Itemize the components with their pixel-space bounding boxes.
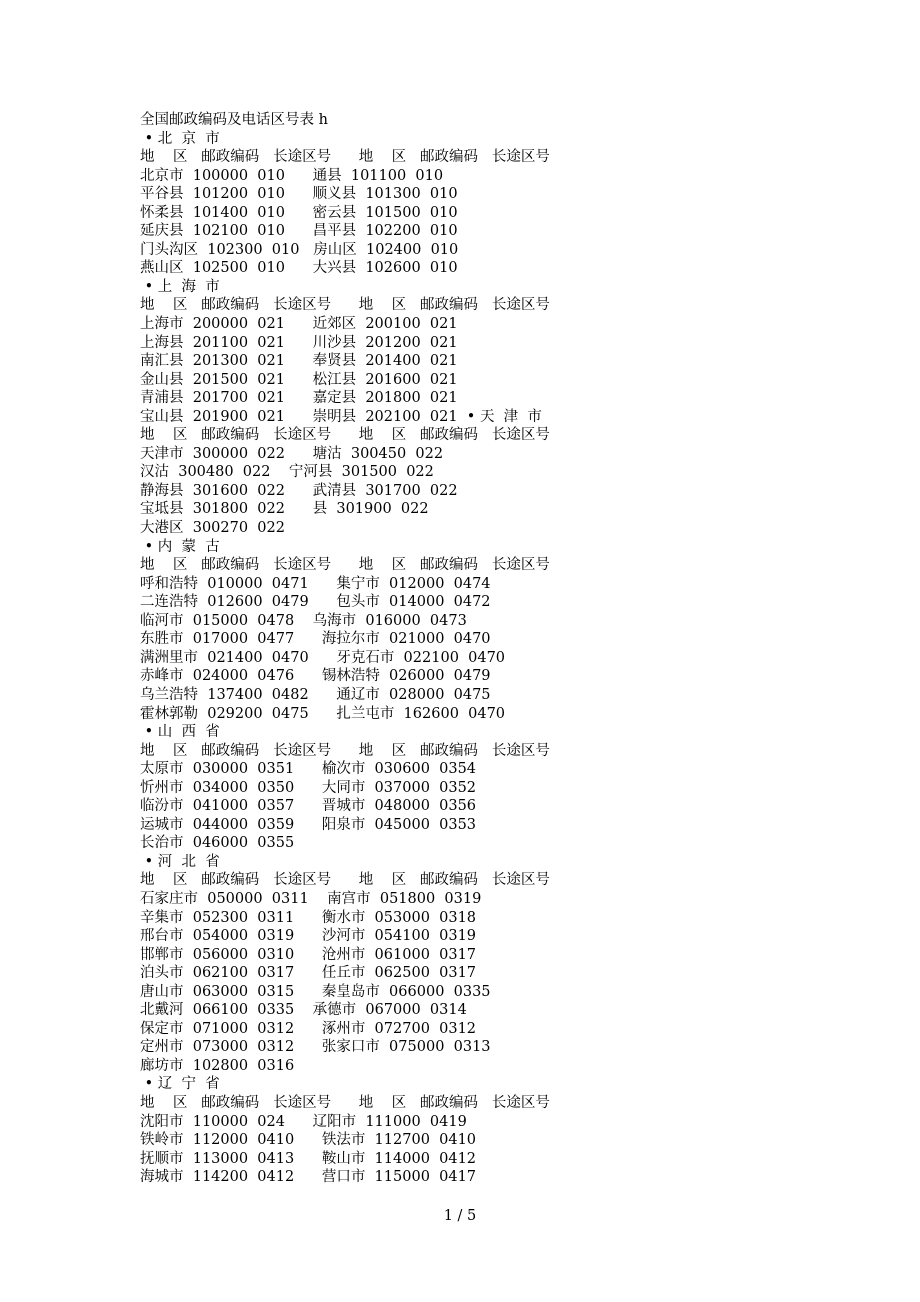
text-line: 金山县 201500 021 松江县 201600 021 (140, 371, 458, 388)
text-line: 地 区 邮政编码 长途区号 地 区 邮政编码 长途区号 (140, 297, 550, 314)
text-line: 铁岭市 112000 0410 铁法市 112700 0410 (140, 1132, 477, 1149)
document-title: 全国邮政编码及电话区号表 h (140, 112, 328, 128)
text-line: 静海县 301600 022 武清县 301700 022 (140, 482, 458, 499)
page-number: 1 / 5 (443, 1208, 477, 1224)
text-line: 地 区 邮政编码 长途区号 地 区 邮政编码 长途区号 (140, 872, 550, 889)
text-line: • 上 海 市 (140, 278, 220, 295)
text-line: 海城市 114200 0412 营口市 115000 0417 (140, 1169, 477, 1186)
text-line: 保定市 071000 0312 涿州市 072700 0312 (140, 1020, 477, 1037)
text-line: 怀柔县 101400 010 密云县 101500 010 (140, 204, 458, 221)
text-line: 霍林郭勒 029200 0475 扎兰屯市 162600 0470 (140, 705, 506, 722)
text-line: 燕山区 102500 010 大兴县 102600 010 (140, 260, 458, 277)
text-line: 地 区 邮政编码 长途区号 地 区 邮政编码 长途区号 (140, 427, 550, 444)
text-line: • 河 北 省 (140, 853, 220, 870)
text-line: 平谷县 101200 010 顺义县 101300 010 (140, 186, 458, 203)
text-line: 抚顺市 113000 0413 鞍山市 114000 0412 (140, 1150, 477, 1167)
text-line: 南汇县 201300 021 奉贤县 201400 021 (140, 353, 458, 370)
text-line: 地 区 邮政编码 长途区号 地 区 邮政编码 长途区号 (140, 557, 550, 574)
text-line: 呼和浩特 010000 0471 集宁市 012000 0474 (140, 575, 491, 592)
text-line: 满洲里市 021400 0470 牙克石市 022100 0470 (140, 649, 506, 666)
text-line: 邯郸市 056000 0310 沧州市 061000 0317 (140, 946, 477, 963)
text-line: 廊坊市 102800 0316 (140, 1057, 295, 1074)
text-line: 定州市 073000 0312 张家口市 075000 0313 (140, 1039, 491, 1056)
text-line: 门头沟区 102300 010 房山区 102400 010 (140, 241, 459, 258)
text-line: 辛集市 052300 0311 衡水市 053000 0318 (140, 909, 477, 926)
text-line: 地 区 邮政编码 长途区号 地 区 邮政编码 长途区号 (140, 742, 550, 759)
text-line: 北京市 100000 010 通县 101100 010 (140, 167, 444, 184)
text-line: 宝坻县 301800 022 县 301900 022 (140, 501, 429, 518)
text-line: • 辽 宁 省 (140, 1076, 220, 1093)
text-line: 石家庄市 050000 0311 南宫市 051800 0319 (140, 890, 482, 907)
text-line: • 北 京 市 (140, 130, 220, 147)
text-line: • 内 蒙 古 (140, 538, 220, 555)
text-line: 宝山县 201900 021 崇明县 202100 021 • 天 津 市 (140, 408, 542, 425)
text-line: 赤峰市 024000 0476 锡林浩特 026000 0479 (140, 668, 491, 685)
text-line: 二连浩特 012600 0479 包头市 014000 0472 (140, 594, 491, 611)
text-line: 长治市 046000 0355 (140, 835, 295, 852)
text-line: 青浦县 201700 021 嘉定县 201800 021 (140, 390, 458, 407)
text-line: 地 区 邮政编码 长途区号 地 区 邮政编码 长途区号 (140, 149, 550, 166)
text-line: 临河市 015000 0478 乌海市 016000 0473 (140, 612, 467, 629)
text-line: 大港区 300270 022 (140, 520, 285, 537)
text-line: 地 区 邮政编码 长途区号 地 区 邮政编码 长途区号 (140, 1094, 550, 1111)
text-line: • 山 西 省 (140, 724, 220, 741)
text-line: 邢台市 054000 0319 沙河市 054100 0319 (140, 928, 477, 945)
text-line: 乌兰浩特 137400 0482 通辽市 028000 0475 (140, 686, 491, 703)
text-line: 运城市 044000 0359 阳泉市 045000 0353 (140, 816, 477, 833)
text-line: 上海县 201100 021 川沙县 201200 021 (140, 334, 458, 351)
text-line: 北戴河 066100 0335 承德市 067000 0314 (140, 1002, 467, 1019)
text-line: 太原市 030000 0351 榆次市 030600 0354 (140, 761, 477, 778)
text-line: 沈阳市 110000 024 辽阳市 111000 0419 (140, 1113, 467, 1130)
text-line: 泊头市 062100 0317 任丘市 062500 0317 (140, 965, 477, 982)
text-line: 汉沽 300480 022 宁河县 301500 022 (140, 464, 434, 481)
text-line: 临汾市 041000 0357 晋城市 048000 0356 (140, 798, 477, 815)
text-line: 唐山市 063000 0315 秦皇岛市 066000 0335 (140, 983, 491, 1000)
document-body (140, 111, 840, 1187)
text-line: 天津市 300000 022 塘沽 300450 022 (140, 445, 444, 462)
text-line: 东胜市 017000 0477 海拉尔市 021000 0470 (140, 631, 491, 648)
text-line: 上海市 200000 021 近郊区 200100 021 (140, 316, 458, 333)
text-line: 忻州市 034000 0350 大同市 037000 0352 (140, 779, 477, 796)
text-line: 延庆县 102100 010 昌平县 102200 010 (140, 223, 458, 240)
